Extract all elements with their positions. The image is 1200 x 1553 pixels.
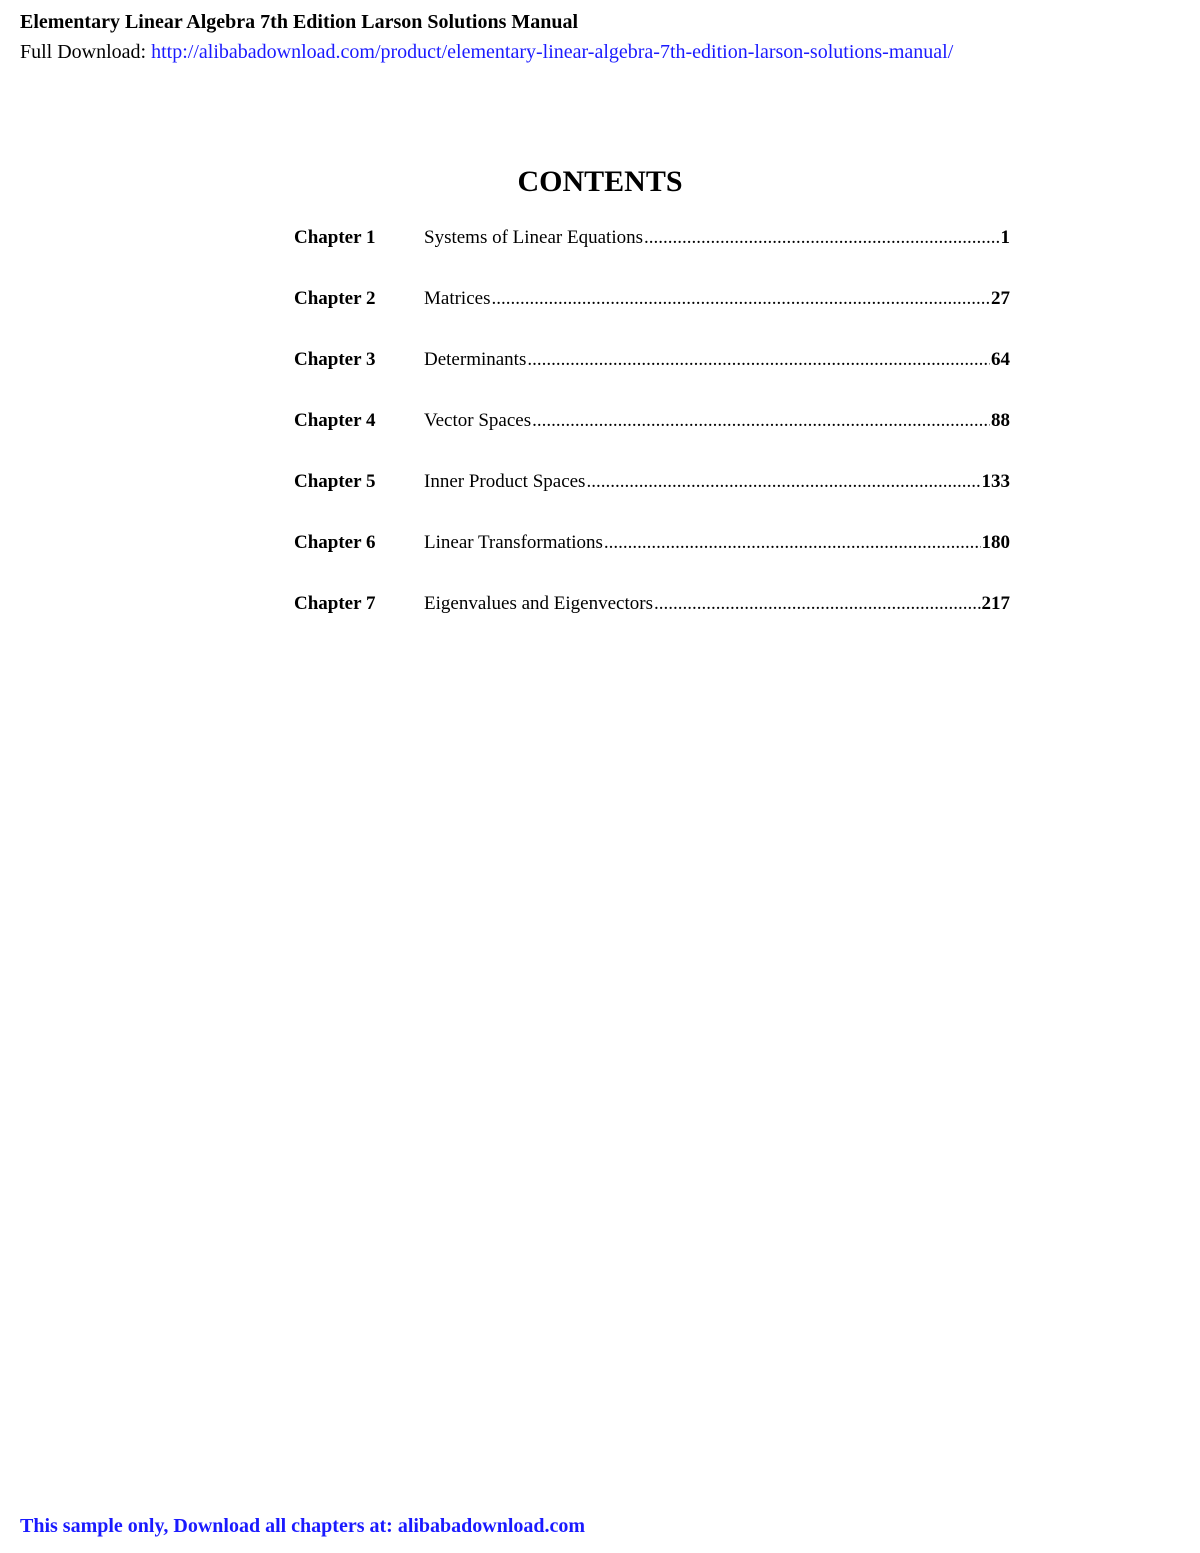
toc-chapter-title: Determinants [424, 349, 527, 370]
toc-chapter-label: Chapter 4 [294, 410, 376, 431]
toc-chapter-label: Chapter 3 [294, 349, 376, 370]
table-of-contents [294, 224, 1010, 651]
toc-dot-leader [532, 407, 990, 435]
toc-chapter-label: Chapter 2 [294, 288, 376, 309]
toc-dot-leader [604, 529, 981, 557]
toc-dot-leader [654, 590, 981, 618]
toc-page-number: 180 [981, 532, 1010, 553]
full-download-label: Full Download: [20, 41, 152, 63]
toc-row-chapter-2 [294, 285, 1010, 346]
toc-page-number: 64 [991, 349, 1010, 370]
toc-chapter-title: Linear Transformations [424, 532, 603, 553]
footer-download-notice: This sample only, Download all chapters at: alibabadownload.com [20, 1515, 586, 1537]
toc-chapter-title: Systems of Linear Equations [424, 227, 643, 248]
toc-row-chapter-4 [294, 407, 1010, 468]
toc-page-number: 217 [981, 593, 1010, 614]
toc-page-number: 133 [981, 471, 1010, 492]
toc-row-chapter-3 [294, 346, 1010, 407]
document-header-title: Elementary Linear Algebra 7th Edition Larson Solutions Manual [20, 11, 579, 33]
toc-chapter-label: Chapter 6 [294, 532, 376, 553]
toc-chapter-title: Matrices [424, 288, 491, 309]
full-download-line [20, 40, 953, 64]
toc-chapter-label: Chapter 7 [294, 593, 376, 614]
toc-page-number: 27 [991, 288, 1010, 309]
toc-row-chapter-6 [294, 529, 1010, 590]
download-link[interactable]: http://alibabadownload.com/product/elementary-linear-algebra-7th-edition-larson-solutions-manual/ [151, 41, 954, 63]
toc-chapter-label: Chapter 5 [294, 471, 376, 492]
toc-chapter-title: Inner Product Spaces [424, 471, 586, 492]
contents-heading: CONTENTS [517, 165, 683, 198]
toc-chapter-title: Vector Spaces [424, 410, 532, 431]
toc-row-chapter-1 [294, 224, 1010, 285]
toc-row-chapter-5 [294, 468, 1010, 529]
toc-row-chapter-7 [294, 590, 1010, 651]
toc-chapter-label: Chapter 1 [294, 227, 376, 248]
toc-page-number: 88 [991, 410, 1010, 431]
toc-chapter-title: Eigenvalues and Eigenvectors [424, 593, 653, 614]
toc-dot-leader [586, 468, 980, 496]
toc-dot-leader [644, 224, 1000, 252]
toc-dot-leader [527, 346, 990, 374]
toc-dot-leader [491, 285, 990, 313]
toc-page-number: 1 [1000, 227, 1010, 248]
